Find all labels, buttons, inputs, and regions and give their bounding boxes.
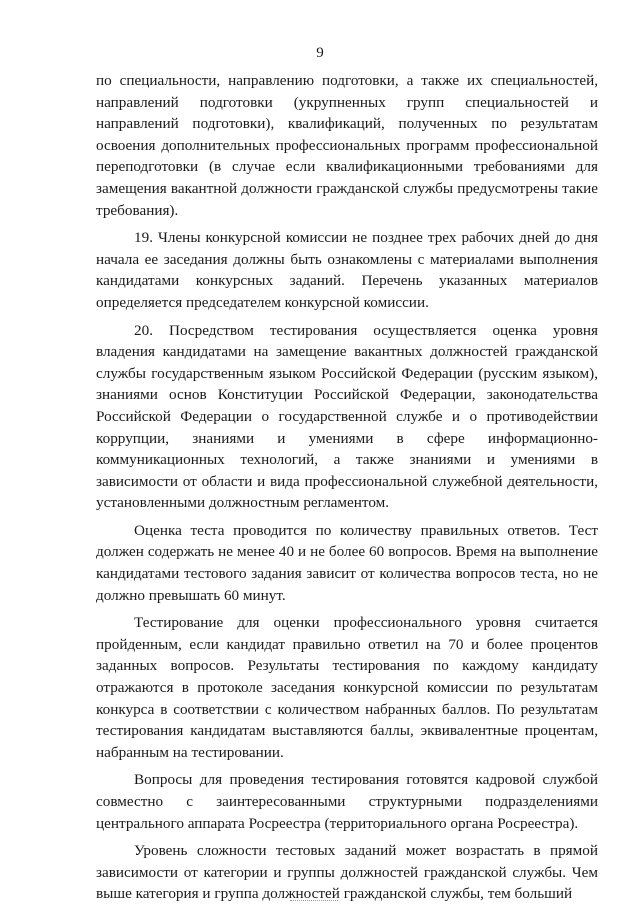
paragraph-test-scoring: Оценка теста проводится по количеству правильных ответов. Тест должен содержать не менее 40 и не более 60 вопросов. Время на выполнение кандидатами тестового задания зависит от количества вопросов теста, но не должно превышать 60 минут.	[96, 521, 598, 604]
paragraph-clause-19: 19. Члены конкурсной комиссии не позднее трех рабочих дней до дня начала ее заседания должны быть ознакомлены с материалами выполнения кандидатами конкурсных заданий. Перечень указанных материалов определяется председателем конкурсной комиссии.	[96, 229, 598, 311]
document-body	[96, 70, 598, 905]
paragraph-test-questions: Вопросы для проведения тестирования готовятся кадровой службой совместно с заинтересованными структурными подразделениями центрального аппарата Росреестра (территориального органа Росреестра).	[96, 771, 598, 832]
paragraph-test-difficulty: Уровень сложности тестовых заданий может возрастать в прямой зависимости от категории и группы должностей гражданской службы. Чем выше категория и группа должностей гражданской службы, тем больший	[96, 842, 598, 903]
page-number: 9	[316, 45, 324, 61]
paragraph-continuation: по специальности, направлению подготовки, а также их специальностей, направлений подготовки (укрупненных групп специальностей и направлений подготовки), квалификаций, полученных по результатам освоения дополнительных профессиональных программ профессиональной переподготовки (в случае если квалификационными требованиями для замещения вакантной должности гражданской службы предусмотрены такие требования).	[96, 72, 598, 219]
page-bottom-mark	[290, 900, 338, 901]
paragraph-clause-20: 20. Посредством тестирования осуществляется оценка уровня владения кандидатами на замещение вакантных должностей гражданской службы государственным языком Российской Федерации (русским языком), знаниями основ Конституции Российской Федерации, законодательства Российской Федерации о государственной службе и о противодействии коррупции, знаниями и умениями в сфере информационно-коммуникационных технологий, а также знаниями и умениями в зависимости от области и вида профессиональной служебной деятельности, установленными должностным регламентом.	[96, 321, 598, 512]
paragraph-test-pass-criteria: Тестирование для оценки профессионального уровня считается пройденным, если кандидат правильно ответил на 70 и более процентов заданных вопросов. Результаты тестирования по каждому кандидату отражаются в протоколе заседания конкурсной комиссии по результатам конкурса в соответствии с количеством набранных баллов. По результатам тестирования кандидатам выставляются баллы, эквивалентные процентам, набранным на тестировании.	[96, 614, 598, 761]
